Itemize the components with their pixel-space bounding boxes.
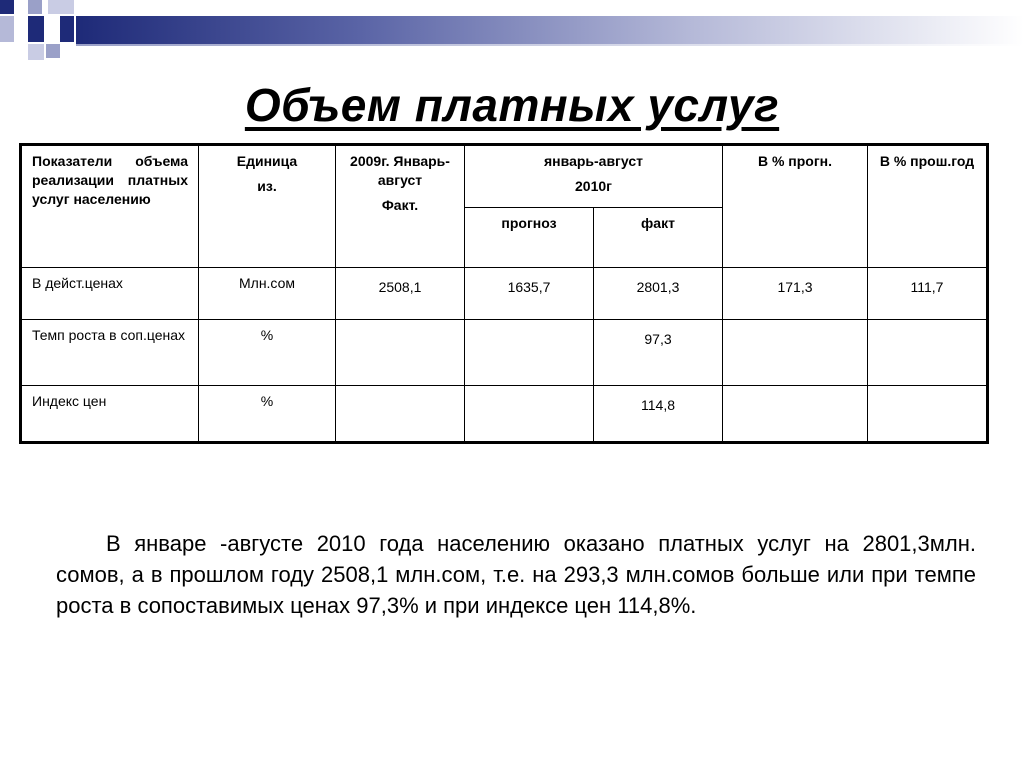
page-title: Объем платных услуг bbox=[244, 79, 780, 131]
cell-fact-2009: 2508,1 bbox=[336, 268, 465, 320]
header-period-line1: январь-август bbox=[544, 153, 643, 169]
header-unit-line2: из. bbox=[257, 178, 277, 194]
header-fact-2009 bbox=[336, 145, 465, 268]
header-pct-forecast: В % прогн. bbox=[723, 145, 868, 268]
cell-pct-prev-year bbox=[868, 386, 988, 443]
cell-fact-2009 bbox=[336, 320, 465, 386]
row-label: Темп роста в соп.ценах bbox=[21, 320, 199, 386]
cell-pct-prev-year: 111,7 bbox=[868, 268, 988, 320]
cell-pct-forecast bbox=[723, 386, 868, 443]
table-row bbox=[21, 320, 988, 386]
decor-square bbox=[28, 16, 44, 42]
cell-fact: 2801,3 bbox=[594, 268, 723, 320]
decor-square bbox=[14, 16, 28, 44]
summary-paragraph: В январе -августе 2010 года населению оказано платных услуг на 2801,3млн. сомов, а в прошлом году 2508,1 млн.сом, т.е. на 293,3 млн.сомов больше или при темпе роста в сопоставимых ценах 97,3% и при индексе цен 114,8%. bbox=[56, 531, 976, 618]
decor-square bbox=[28, 44, 44, 60]
header-forecast: прогноз bbox=[465, 208, 594, 268]
cell-pct-prev-year bbox=[868, 320, 988, 386]
cell-forecast bbox=[465, 386, 594, 443]
cell-pct-forecast: 171,3 bbox=[723, 268, 868, 320]
decor-square bbox=[28, 0, 42, 14]
header-pct-prev-year: В % прош.год bbox=[868, 145, 988, 268]
row-unit: Млн.сом bbox=[199, 268, 336, 320]
header-gradient-bar bbox=[76, 16, 1024, 44]
row-unit: % bbox=[199, 320, 336, 386]
header-decoration bbox=[0, 0, 1024, 62]
decor-square bbox=[0, 0, 14, 14]
header-fact: факт bbox=[594, 208, 723, 268]
table-row bbox=[21, 268, 988, 320]
cell-forecast bbox=[465, 320, 594, 386]
header-rule bbox=[76, 44, 1024, 46]
decor-square bbox=[14, 0, 28, 14]
header-unit bbox=[199, 145, 336, 268]
header-unit-line1: Единица bbox=[236, 153, 298, 169]
cell-fact: 97,3 bbox=[594, 320, 723, 386]
row-label: В дейст.ценах bbox=[21, 268, 199, 320]
row-unit: % bbox=[199, 386, 336, 443]
cell-fact-2009 bbox=[336, 386, 465, 443]
header-period-line2: 2010г bbox=[575, 178, 612, 194]
header-indicator: Показатели объема реализации платных услуг населению bbox=[21, 145, 199, 268]
cell-forecast: 1635,7 bbox=[465, 268, 594, 320]
decor-square bbox=[60, 16, 74, 42]
header-period-2010 bbox=[465, 145, 723, 208]
table-row bbox=[21, 386, 988, 443]
header-fact-2009-line1: 2009г. Январь-август bbox=[350, 153, 450, 188]
row-label: Индекс цен bbox=[21, 386, 199, 443]
decor-square bbox=[48, 0, 74, 14]
cell-pct-forecast bbox=[723, 320, 868, 386]
services-table bbox=[19, 143, 989, 444]
header-fact-2009-line2: Факт. bbox=[381, 197, 419, 213]
decor-square bbox=[46, 44, 60, 58]
cell-fact: 114,8 bbox=[594, 386, 723, 443]
table-header-row bbox=[21, 145, 988, 208]
